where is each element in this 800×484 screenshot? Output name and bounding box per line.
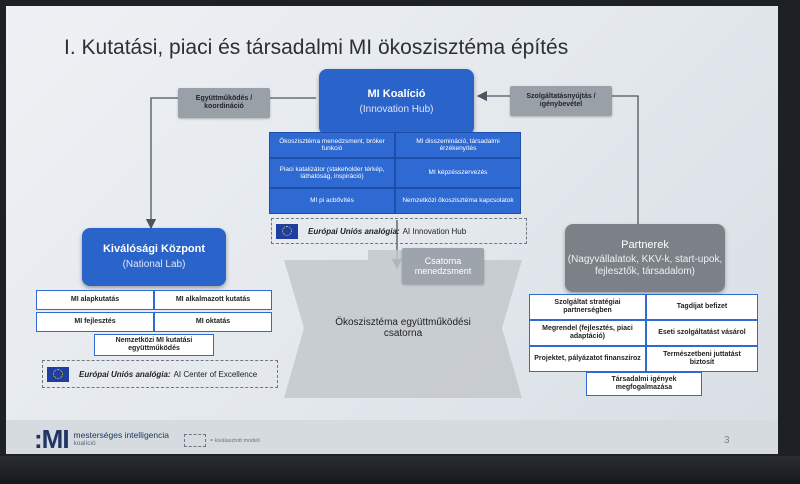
hub-box	[319, 69, 474, 135]
hub-subtitle: (Innovation Hub)	[359, 104, 434, 116]
excellence-cell: MI alkalmazott kutatás	[154, 290, 272, 310]
hub-cell: Ökoszisztéma menedzsment, bróker funkció	[269, 132, 395, 158]
partners-cell: Szolgáltat stratégiai partnerségben	[529, 294, 646, 320]
excellence-cell: MI alapkutatás	[36, 290, 154, 310]
partners-cell: Társadalmi igények megfogalmazása	[586, 372, 702, 396]
partners-cell: Eseti szolgáltatást vásárol	[646, 320, 758, 346]
excellence-cell: MI fejlesztés	[36, 312, 154, 332]
partners-cell: Projektet, pályázatot finanszíroz	[529, 346, 646, 372]
channel-line1: Ökoszisztéma együttműködési	[335, 316, 471, 328]
excellence-eu-text: AI Center of Excellence	[173, 369, 258, 379]
slide-title: I. Kutatási, piaci és társadalmi MI ökoszisztéma építés	[64, 36, 569, 59]
partners-box	[565, 224, 725, 292]
excellence-box	[82, 228, 226, 286]
excellence-title: Kiválósági Központ	[102, 243, 206, 256]
excellence-subtitle: (National Lab)	[122, 259, 186, 271]
excellence-cell: Nemzetközi MI kutatási együttműködés	[94, 334, 214, 356]
logo-line2: koalíció	[73, 440, 96, 448]
hub-title: MI Koalíció	[367, 88, 426, 101]
hub-eu-analogy	[271, 218, 527, 244]
dashed-box-icon	[184, 434, 206, 447]
partners-cell: Tagdíjat befizet	[646, 294, 758, 320]
partners-title: Partnerek	[621, 238, 669, 251]
channel-text	[306, 310, 500, 346]
partners-subtitle: (Nagyvállalatok, KKV-k, start-upok, fejlesztők, társadalom)	[567, 254, 723, 277]
excellence-eu-lead: Európai Uniós analógia:	[79, 369, 171, 379]
hub-eu-lead: Európai Uniós analógia:	[308, 226, 400, 236]
channel-management-line2: menedzsment	[414, 266, 472, 276]
partners-cell: Természetbeni juttatást biztosít	[646, 346, 758, 372]
channel-management-label	[402, 248, 484, 284]
hub-cell: MI képzésszervezés	[395, 158, 521, 188]
hub-cell: MI disszemináció, társadalmi érzékenyítés	[395, 132, 521, 158]
excellence-eu-analogy	[42, 360, 278, 388]
footer-legend	[184, 434, 260, 447]
hub-cell: Nemzetközi ökoszisztéma kapcsolatok	[395, 188, 521, 214]
partners-cell: Megrendel (fejlesztés, piaci adaptáció)	[529, 320, 646, 346]
logo-mark: :MI	[34, 424, 69, 454]
page-number: 3	[724, 435, 730, 446]
hub-eu-text: AI Innovation Hub	[402, 226, 467, 236]
legend-text: = kiválasztott modell	[210, 437, 260, 444]
eu-flag-icon	[276, 224, 298, 239]
eu-flag-icon	[47, 367, 69, 382]
service-label: Szolgáltatásnyújtás / igénybevétel	[510, 86, 612, 116]
coalition-logo	[34, 426, 169, 452]
hub-cell: MI pi acbővítés	[269, 188, 395, 214]
slide-screen	[6, 6, 778, 454]
channel-line2: csatorna	[383, 328, 423, 339]
hub-cell: Piaci katalizátor (stakeholder térkép, láthatóság, inspiráció)	[269, 158, 395, 188]
channel-management-line1: Csatorna	[424, 255, 462, 266]
cooperation-label: Együttműködés / koordináció	[178, 88, 270, 118]
screen-bezel	[0, 456, 800, 484]
excellence-cell: MI oktatás	[154, 312, 272, 332]
logo-line1: mesterséges intelligencia	[73, 429, 169, 440]
